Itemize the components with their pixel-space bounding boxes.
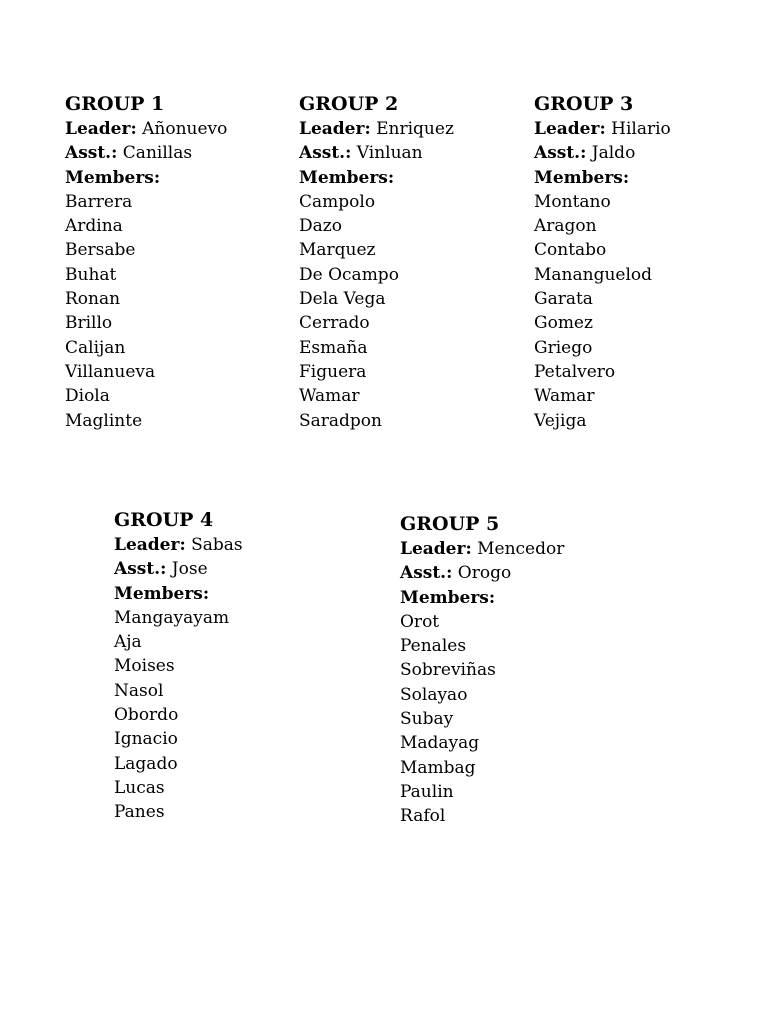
member-name: Montano: [534, 191, 611, 212]
member-name: Petalvero: [534, 361, 616, 382]
member-name: Wamar: [534, 386, 595, 407]
asst-label: Asst.:: [400, 563, 453, 584]
member-name: Griego: [534, 337, 593, 358]
asst-row: [400, 561, 564, 585]
asst-name: Canillas: [122, 143, 193, 164]
member-name: Maglinte: [65, 410, 143, 431]
member-name: Mambag: [400, 757, 476, 778]
group-2: [299, 91, 454, 433]
member-name: Mangayayam: [114, 607, 230, 628]
member-name: Nasol: [114, 680, 164, 701]
member-name: Lagado: [114, 753, 178, 774]
members-label: Members:: [114, 583, 210, 604]
member-name: Panes: [114, 802, 165, 823]
member-name: Subay: [400, 709, 454, 730]
member-name: De Ocampo: [299, 264, 399, 285]
leader-row: [114, 533, 243, 557]
group-4: [114, 507, 243, 825]
asst-name: Jose: [171, 559, 208, 580]
leader-row: [65, 117, 227, 141]
member-name: Paulin: [400, 781, 454, 802]
leader-row: [299, 117, 454, 141]
group-title: GROUP 3: [534, 93, 634, 115]
asst-name: Jaldo: [591, 143, 636, 164]
member-name: Lucas: [114, 777, 165, 798]
group-3: [534, 91, 671, 433]
member-name: Diola: [65, 386, 110, 407]
leader-label: Leader:: [534, 119, 606, 139]
member-name: Campolo: [299, 191, 376, 212]
asst-row: [299, 141, 454, 165]
leader-row: [534, 117, 671, 141]
asst-label: Asst.:: [65, 143, 118, 164]
asst-row: [534, 141, 671, 165]
member-name: Dazo: [299, 216, 342, 237]
asst-label: Asst.:: [534, 143, 587, 164]
asst-row: [65, 141, 227, 165]
asst-name: Orogo: [457, 563, 512, 584]
member-name: Dela Vega: [299, 289, 386, 310]
asst-label: Asst.:: [299, 143, 352, 164]
member-name: Villanueva: [65, 361, 156, 382]
member-name: Ronan: [65, 289, 121, 310]
member-name: Ignacio: [114, 729, 178, 750]
group-title: GROUP 5: [400, 513, 500, 535]
member-name: Brillo: [65, 313, 113, 334]
member-name: Penales: [400, 636, 467, 657]
group-title: GROUP 4: [114, 509, 214, 531]
member-name: Calijan: [65, 337, 126, 358]
members-label: Members:: [299, 167, 395, 188]
asst-name: Vinluan: [356, 143, 423, 164]
leader-label: Leader:: [114, 535, 186, 555]
member-name: Esmaña: [299, 337, 368, 358]
members-label: Members:: [534, 167, 630, 188]
leader-label: Leader:: [65, 119, 137, 139]
member-name: Solayao: [400, 684, 468, 705]
members-label: Members:: [65, 167, 161, 188]
member-name: Garata: [534, 289, 593, 310]
member-name: Mananguelod: [534, 264, 653, 285]
member-name: Sobreviñas: [400, 660, 496, 681]
member-name: Bersabe: [65, 240, 136, 261]
leader-label: Leader:: [299, 119, 371, 139]
leader-name: Enriquez: [376, 119, 454, 139]
leader-row: [400, 537, 564, 561]
member-name: Barrera: [65, 191, 133, 212]
member-name: Gomez: [534, 313, 593, 334]
member-name: Obordo: [114, 705, 179, 726]
asst-row: [114, 557, 243, 581]
group-5: [400, 511, 564, 829]
member-name: Cerrado: [299, 313, 370, 334]
group-title: GROUP 1: [65, 93, 165, 115]
members-label: Members:: [400, 587, 496, 608]
member-name: Madayag: [400, 733, 480, 754]
member-name: Wamar: [299, 386, 360, 407]
member-name: Aragon: [534, 216, 597, 237]
member-name: Moises: [114, 656, 175, 677]
member-name: Rafol: [400, 806, 446, 827]
member-name: Figuera: [299, 361, 367, 382]
group-1: [65, 91, 227, 433]
group-title: GROUP 2: [299, 93, 399, 115]
leader-name: Añonuevo: [142, 119, 228, 139]
leader-name: Hilario: [611, 119, 671, 139]
asst-label: Asst.:: [114, 559, 167, 580]
member-name: Saradpon: [299, 410, 382, 431]
leader-label: Leader:: [400, 539, 472, 559]
member-name: Marquez: [299, 240, 376, 261]
member-name: Aja: [114, 632, 142, 653]
leader-name: Sabas: [191, 535, 243, 555]
member-name: Orot: [400, 611, 440, 632]
member-name: Buhat: [65, 264, 117, 285]
member-name: Vejiga: [534, 410, 587, 431]
leader-name: Mencedor: [477, 539, 565, 559]
member-name: Ardina: [65, 216, 123, 237]
member-name: Contabo: [534, 240, 607, 261]
